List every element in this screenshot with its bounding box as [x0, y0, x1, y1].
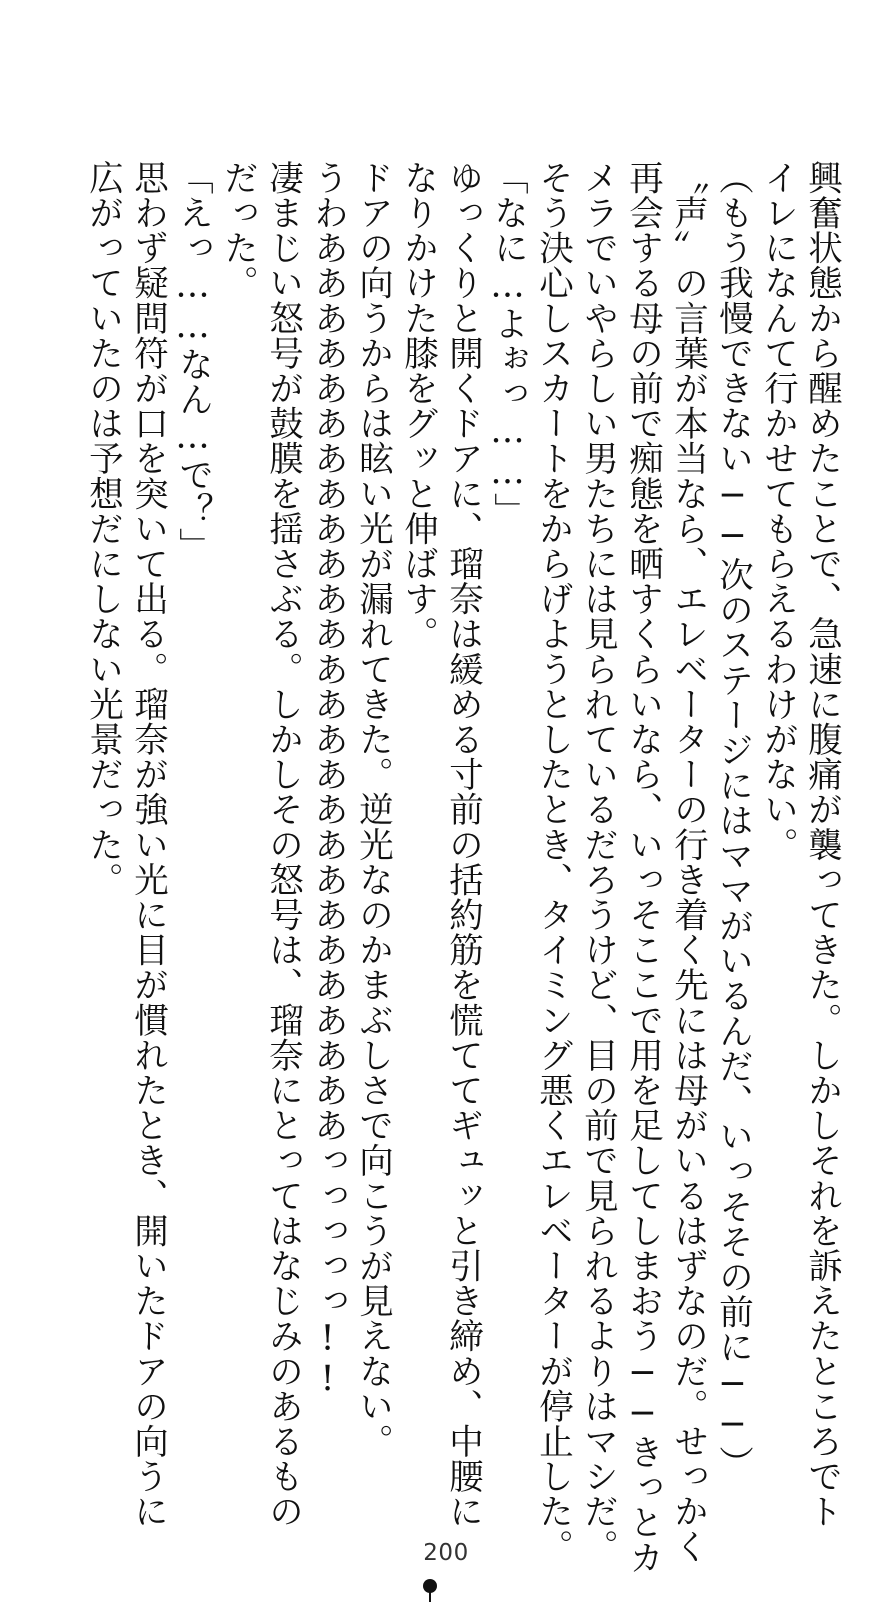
page-marker-stem [429, 1590, 431, 1602]
text-line: なりかけた膝をグッと伸ばす。 [397, 160, 438, 652]
text-line: うわああああああああああああああああああああああああああっっっっっ!! [307, 160, 348, 1400]
text-line: （もう我慢できない──次のステージにはママがいるんだ、いっそその前に──） [712, 160, 753, 1481]
text-line: 思わず疑問符が口を突いて出る。瑠奈が強い光に目が慣れたとき、開いたドアの向うに [127, 160, 168, 1529]
text-line: 凄まじい怒号が鼓膜を揺さぶる。しかしその怒号は、瑠奈にとってはなじみのあるもの [262, 160, 303, 1529]
text-line: そう決心しスカートをからげようとしたとき、タイミング悪くエレベーターが停止した。 [532, 160, 573, 1564]
text-line: 興奮状態から醒めたことで、急速に腹痛が襲ってきた。しかしそれを訴えたところでト [801, 160, 842, 1529]
text-line: 広がっていたのは予想だにしない光景だった。 [82, 160, 123, 898]
text-line: 「えっ……なん…で？」 [172, 160, 213, 563]
page-number: 200 [423, 1540, 469, 1566]
text-line: ゆっくりと開くドアに、瑠奈は緩める寸前の括約筋を慌ててギュッと引き締め、中腰に [442, 160, 483, 1529]
text-line: ドアの向うからは眩い光が漏れてきた。逆光なのかまぶしさで向こうが見えない。 [352, 160, 393, 1459]
text-line: だった。 [217, 160, 258, 301]
text-line: 再会する母の前で痴態を晒すくらいなら、いっそここで用を足してしまおう──きっとカ [622, 160, 663, 1575]
text-line: 「なに…よぉっ……」 [487, 160, 528, 528]
text-line: メラでいやらしい男たちには見られているだろうけど、目の前で見られるよりはマシだ。 [577, 160, 618, 1564]
text-line: イレになんて行かせてもらえるわけがない。 [757, 160, 798, 862]
text-line: 〝声〟の言葉が本当なら、エレベーターの行き着く先には母がいるはずなのだ。せっかく [667, 160, 708, 1564]
